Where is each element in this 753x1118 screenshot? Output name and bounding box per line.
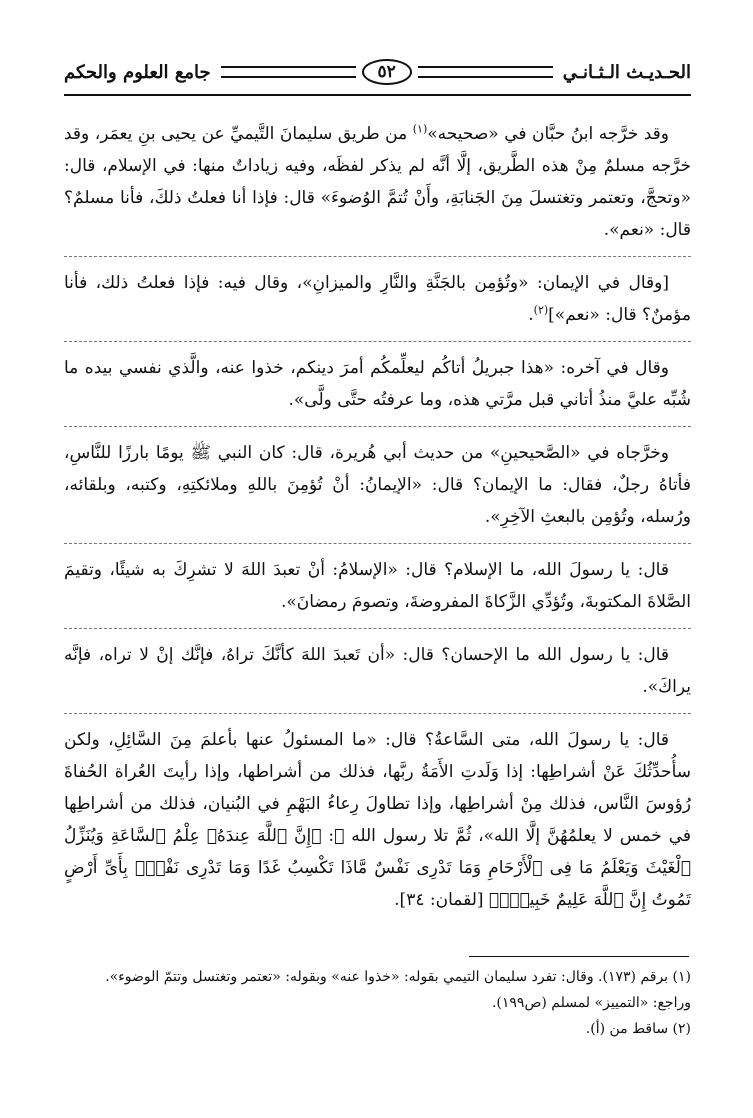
main-text bbox=[64, 118, 691, 926]
header-ornament bbox=[221, 59, 553, 85]
footnotes bbox=[64, 965, 691, 1043]
footnote-1: (١) برقم (١٧٣). وقال: تفرد سليمان التيمي بقوله: «خذوا عنه» وبقوله: «تعتمر وتغتسل وتتمّ الوضوء». bbox=[105, 969, 691, 985]
paragraph-3: وقال في آخره: «هذا جبريلُ أتاكُم ليعلِّمكُم أمرَ دينكم، خذوا عنه، والَّذي نفسي بيده ما شُبِّه عليَّ منذُ أتاني قبل مرَّتي هذه، وما عرفتُه حتَّى ولَّى». bbox=[64, 358, 691, 410]
paragraph-2-text: [وقال في الإيمان: «وتُؤمِن بالجَنَّةِ والنَّارِ والميزانِ»، وقال فيه: فإذا فعلتُ ذلك، فأنا مؤمنٌ؟ قال: «نعم»] bbox=[64, 273, 691, 325]
paragraph-2 bbox=[64, 267, 691, 331]
paragraph-1 bbox=[64, 118, 691, 246]
paragraph-divider bbox=[64, 341, 691, 342]
header-double-line-left bbox=[221, 66, 356, 78]
paragraph-4: وخرَّجاه في «الصَّحيحينِ» من حديث أبي هُريرة، قال: كان النبي ﷺ يومًا بارزًا للنَّاسِ، فأتاهُ رجلٌ، فقال: ما الإيمان؟ قال: «الإيمانُ: أنْ تُؤمِنَ باللهِ وملائكتِهِ، وكتبه، وبلقائه، ورُسله، وتُؤمِن بالبعثِ الآخِرِ». bbox=[64, 443, 691, 527]
paragraph-1-rest: من طريق سليمانَ التَّيميِّ عن يحيى بنِ يعمَر، وقد خرَّجه مسلمٌ مِنْ هذه الطَّريق، إلَّا أنَّه لم يذكر لفظَه، وفيه زياداتٌ منها: في الإسلام، قال: «وتحجَّ، وتعتمر وتغتسلَ مِنَ الجَنابَةِ، وأَنْ تُتمَّ الوُضوءَ» قال: فإذا أنا فعلتُ ذلكَ، فأنا مسلمٌ؟ قال: «نعم». bbox=[64, 124, 691, 240]
footnote-2: (٢) ساقط من (أ). bbox=[585, 1021, 691, 1037]
hadith-title: الحـديـث الـثـانـي bbox=[562, 61, 691, 83]
paragraph-7: قال: يا رسولَ الله، متى السَّاعةُ؟ قال: «ما المسئولُ عنها بأعلمَ مِنَ السَّائِلِ، ولكن سأُحدِّثُكَ عَنْ أشراطِها: إذا وَلَدتِ الأَمَةُ ربَّها، فذلك من أشراطها، وإذا رأيتَ العُراة الحُفاةَ رُؤوسَ النَّاس، فذلك مِنْ أشراطِها، وإذا تطاولَ رِعاءُ البَهْمِ في البُنيان، فذلك من أشراطِها في خمس لا يعلمُهُنَّ إلَّا الله»، ثُمَّ تلا رسول الله ﷺ: ﴿إِنَّ ٱللَّهَ عِندَهُۥ عِلْمُ ٱلسَّاعَةِ وَيُنَزِّلُ ٱلْغَيْثَ وَيَعْلَمُ مَا فِى ٱلْأَرْحَامِ وَمَا تَدْرِى نَفْسٌ مَّاذَا تَكْسِبُ غَدًا وَمَا تَدْرِى نَفْسٌۢ بِأَىِّ أَرْضٍ تَمُوتُ إِنَّ ٱللَّهَ عَلِيمٌ خَبِيرٌۢ﴾ [لقمان: ٣٤]. bbox=[64, 730, 691, 910]
paragraph-divider bbox=[64, 426, 691, 427]
header-rule bbox=[64, 94, 691, 96]
running-header bbox=[64, 52, 691, 92]
footnote-ref-2: (٢) bbox=[533, 303, 549, 317]
page-number: ٥٢ bbox=[362, 59, 412, 85]
paragraph-divider bbox=[64, 628, 691, 629]
book-title: جامع العلوم والحكم bbox=[64, 61, 211, 83]
paragraph-divider bbox=[64, 256, 691, 257]
footnote-1-continuation: وراجع: «التمييز» لمسلم (ص١٩٩). bbox=[491, 995, 691, 1011]
paragraph-divider bbox=[64, 543, 691, 544]
header-double-line-right bbox=[418, 66, 553, 78]
paragraph-1-start: وقد خرَّجه ابنُ حبَّان في «صحيحه» bbox=[427, 124, 669, 144]
paragraph-2-end: . bbox=[528, 305, 534, 325]
footnote-rule bbox=[469, 956, 689, 957]
footnote-ref-1: (١) bbox=[412, 122, 428, 136]
paragraph-divider bbox=[64, 713, 691, 714]
paragraph-6: قال: يا رسول الله ما الإحسان؟ قال: «أن تَعبدَ اللهَ كأنَّكَ تراهُ، فإنَّك إنْ لا تراه، فإنَّه يراكَ». bbox=[64, 645, 691, 697]
paragraph-5: قال: يا رسولَ الله، ما الإسلام؟ قال: «الإسلامُ: أنْ تعبدَ اللهَ لا تشرِكَ به شيئًا، وتقيمَ الصَّلاةَ المكتوبةَ، وتُؤدِّي الزَّكاةَ المفروضةَ، وتصومَ رمضانَ». bbox=[64, 560, 691, 612]
